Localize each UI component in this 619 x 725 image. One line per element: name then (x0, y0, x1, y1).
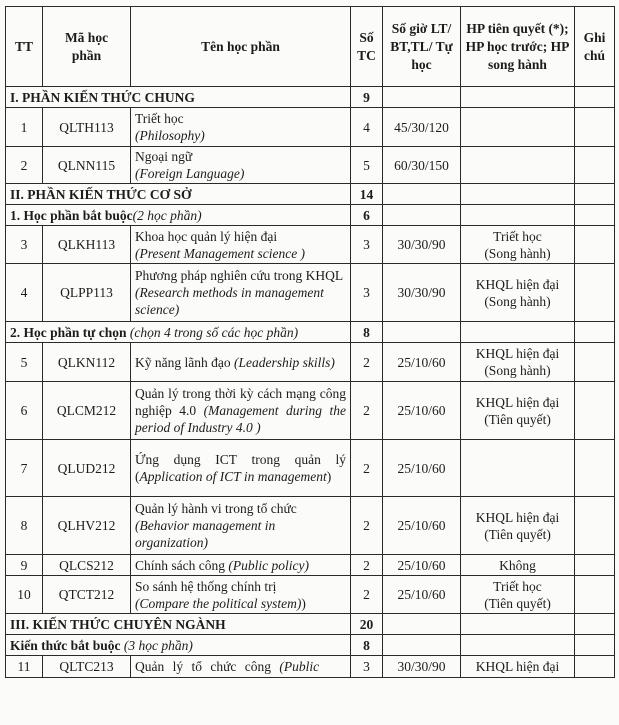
table-row (6, 440, 615, 497)
subsection-label-note: (2 học phần) (132, 207, 202, 223)
subsection-label (6, 322, 351, 343)
row-name (131, 226, 351, 264)
row-credits: 3 (351, 264, 383, 322)
row-credits: 2 (351, 555, 383, 576)
row-tt: 1 (6, 108, 43, 147)
row-note (575, 343, 615, 382)
row-prereq-course: KHQL hiện đại (475, 394, 560, 410)
row-name-en: (Present Management science ) (135, 245, 306, 261)
subsection-label-main: 1. Học phần bắt buộc (10, 207, 133, 223)
row-name-en: (Leadership skills) (233, 354, 335, 370)
row-prereq: KHQL hiện đại (461, 656, 575, 678)
row-note (575, 147, 615, 184)
row-name (131, 555, 351, 576)
table-row (6, 108, 615, 147)
table-row (6, 264, 615, 322)
row-prereq (461, 147, 575, 184)
subsection-row (6, 322, 615, 343)
header-note-label: Ghi chú (583, 29, 606, 63)
row-name-en: (Compare the political system) (135, 595, 302, 611)
row-hours: 30/30/90 (383, 226, 461, 264)
row-code: QLUD212 (43, 440, 131, 497)
row-note (575, 576, 615, 614)
row-hours: 25/10/60 (383, 555, 461, 576)
row-credits: 2 (351, 576, 383, 614)
table-row (6, 147, 615, 184)
row-note (575, 264, 615, 322)
empty-cell (461, 322, 575, 343)
subsection-credits: 8 (351, 635, 383, 656)
row-prereq-type: (Tiên quyết) (484, 526, 551, 542)
subsection-label-note: (chọn 4 trong số các học phần) (129, 324, 299, 340)
row-name-tail: ) (326, 469, 332, 484)
row-code: QLNN115 (43, 147, 131, 184)
row-note (575, 226, 615, 264)
empty-cell (575, 614, 615, 635)
row-prereq (461, 576, 575, 614)
row-hours: 30/30/90 (383, 264, 461, 322)
row-credits: 5 (351, 147, 383, 184)
header-prereq (461, 7, 575, 87)
empty-cell (383, 614, 461, 635)
row-tt: 3 (6, 226, 43, 264)
section-row (6, 184, 615, 205)
row-code: QLPP113 (43, 264, 131, 322)
row-note (575, 497, 615, 555)
section-row (6, 614, 615, 635)
row-prereq-type: (Song hành) (484, 245, 551, 261)
section-label: III. KIẾN THỨC CHUYÊN NGÀNH (6, 614, 351, 635)
empty-cell (383, 87, 461, 108)
table-row (6, 656, 615, 678)
row-note (575, 656, 615, 678)
row-name-en: (Philosophy) (135, 128, 205, 143)
empty-cell (575, 205, 615, 226)
row-prereq-course: KHQL hiện đại (475, 509, 560, 525)
row-name (131, 576, 351, 614)
row-prereq-course: KHQL hiện đại (475, 276, 560, 292)
row-name-en: (Research methods in management science) (135, 285, 324, 317)
row-tt: 11 (6, 656, 43, 678)
section-credits: 14 (351, 184, 383, 205)
subsection-credits: 8 (351, 322, 383, 343)
subsection-label-main: 2. Học phần tự chọn (10, 324, 130, 340)
row-name (131, 147, 351, 184)
empty-cell (575, 635, 615, 656)
row-tt: 2 (6, 147, 43, 184)
empty-cell (461, 635, 575, 656)
row-code: QLTC213 (43, 656, 131, 678)
header-hours (383, 7, 461, 87)
row-credits: 3 (351, 226, 383, 264)
empty-cell (383, 184, 461, 205)
row-name-vi: Ngoại ngữ (135, 149, 193, 164)
subsection-label-note: (3 học phần) (123, 637, 193, 653)
row-name-vi: Quản lý tổ chức công (135, 659, 280, 674)
row-tt: 9 (6, 555, 43, 576)
row-tt: 5 (6, 343, 43, 382)
row-name-en: (Foreign Language) (135, 166, 245, 181)
row-hours: 25/10/60 (383, 382, 461, 440)
row-hours: 25/10/60 (383, 576, 461, 614)
table-row (6, 497, 615, 555)
empty-cell (383, 322, 461, 343)
row-name (131, 497, 351, 555)
row-code: QLKN112 (43, 343, 131, 382)
subsection-row (6, 205, 615, 226)
row-hours: 60/30/150 (383, 147, 461, 184)
row-name-en: (Public (279, 659, 320, 674)
row-prereq: Không (461, 555, 575, 576)
row-prereq (461, 497, 575, 555)
row-prereq (461, 343, 575, 382)
row-name (131, 108, 351, 147)
row-credits: 4 (351, 108, 383, 147)
subsection-label (6, 635, 351, 656)
subsection-credits: 6 (351, 205, 383, 226)
table-row (6, 576, 615, 614)
empty-cell (461, 614, 575, 635)
row-name-vi: Phương pháp nghiên cứu trong KHQL (135, 268, 343, 283)
row-name (131, 264, 351, 322)
row-name-vi: Khoa học quản lý hiện đại (135, 228, 278, 244)
row-prereq (461, 382, 575, 440)
row-prereq (461, 440, 575, 497)
section-credits: 20 (351, 614, 383, 635)
table-row (6, 343, 615, 382)
header-credits (351, 7, 383, 87)
row-name-vi: Triết học (135, 111, 184, 126)
row-prereq-type: (Tiên quyết) (484, 411, 551, 427)
row-name-vi: Chính sách công (135, 557, 229, 573)
row-hours: 45/30/120 (383, 108, 461, 147)
row-credits: 2 (351, 382, 383, 440)
row-code: QLCM212 (43, 382, 131, 440)
row-code: QLHV212 (43, 497, 131, 555)
row-name-en: (Management during the period of Industry 4.0 ) (135, 403, 346, 435)
section-label: II. PHẦN KIẾN THỨC CƠ SỞ (6, 184, 351, 205)
section-label: I. PHẦN KIẾN THỨC CHUNG (6, 87, 351, 108)
header-note (575, 7, 615, 87)
header-prereq-label: HP tiên quyết (*); HP học trước; HP song hành (465, 20, 570, 72)
row-prereq-course: KHQL hiện đại (475, 346, 560, 361)
row-name-en: Application of ICT in management (139, 469, 327, 484)
row-prereq-course: Triết học (493, 578, 542, 594)
row-name-en: (Public policy) (228, 557, 309, 573)
row-tt: 7 (6, 440, 43, 497)
row-code: QLKH113 (43, 226, 131, 264)
row-note (575, 382, 615, 440)
row-code: QLCS212 (43, 555, 131, 576)
empty-cell (575, 184, 615, 205)
row-prereq-type: (Song hành) (484, 363, 551, 378)
row-credits: 2 (351, 343, 383, 382)
row-name-en: (Behavior management in organization) (135, 518, 276, 550)
row-credits: 3 (351, 656, 383, 678)
section-row (6, 87, 615, 108)
row-tt: 8 (6, 497, 43, 555)
row-name (131, 382, 351, 440)
row-prereq-type: (Song hành) (484, 293, 551, 309)
table-header-row (6, 7, 615, 87)
row-hours: 30/30/90 (383, 656, 461, 678)
row-prereq (461, 264, 575, 322)
header-name: Tên học phần (131, 7, 351, 87)
row-tt: 4 (6, 264, 43, 322)
header-tt: TT (6, 7, 43, 87)
empty-cell (383, 205, 461, 226)
row-tt: 6 (6, 382, 43, 440)
row-hours: 25/10/60 (383, 343, 461, 382)
curriculum-table (5, 6, 615, 678)
header-hours-label: Số giờ LT/ BT,TL/ Tự học (390, 20, 453, 72)
empty-cell (461, 87, 575, 108)
row-prereq (461, 108, 575, 147)
row-hours: 25/10/60 (383, 497, 461, 555)
subsection-row (6, 635, 615, 656)
row-name-vi: Quản lý hành vi trong tổ chức (135, 501, 297, 516)
row-name-vi: Kỹ năng lãnh đạo (135, 354, 234, 370)
row-credits: 2 (351, 497, 383, 555)
empty-cell (461, 184, 575, 205)
row-note (575, 108, 615, 147)
row-name-vi: So sánh hệ thống chính trị (135, 578, 277, 594)
row-credits: 2 (351, 440, 383, 497)
empty-cell (461, 205, 575, 226)
row-note (575, 440, 615, 497)
row-code: QLTH113 (43, 108, 131, 147)
row-hours: 25/10/60 (383, 440, 461, 497)
empty-cell (383, 635, 461, 656)
row-name (131, 656, 351, 678)
row-prereq (461, 226, 575, 264)
section-credits: 9 (351, 87, 383, 108)
header-code-label: Mã học phần (64, 29, 109, 63)
row-name (131, 343, 351, 382)
row-prereq-type: (Tiên quyết) (484, 595, 551, 611)
table-row (6, 555, 615, 576)
row-name-vi: Quản lý trong thời kỳ cách mạng công nghiệp 4.0 (135, 386, 346, 418)
table-row (6, 382, 615, 440)
subsection-label (6, 205, 351, 226)
empty-cell (575, 322, 615, 343)
subsection-label-main: Kiến thức bắt buộc (10, 637, 124, 653)
row-prereq-course: Triết học (493, 228, 542, 244)
row-name-tail: ) (301, 595, 306, 611)
header-credits-label: Số TC (357, 29, 376, 63)
row-tt: 10 (6, 576, 43, 614)
row-name-vi: Ứng dụng ICT trong quản lý ( (135, 452, 346, 484)
row-name (131, 440, 351, 497)
row-code: QTCT212 (43, 576, 131, 614)
row-note (575, 555, 615, 576)
header-code (43, 7, 131, 87)
table-row (6, 226, 615, 264)
empty-cell (575, 87, 615, 108)
